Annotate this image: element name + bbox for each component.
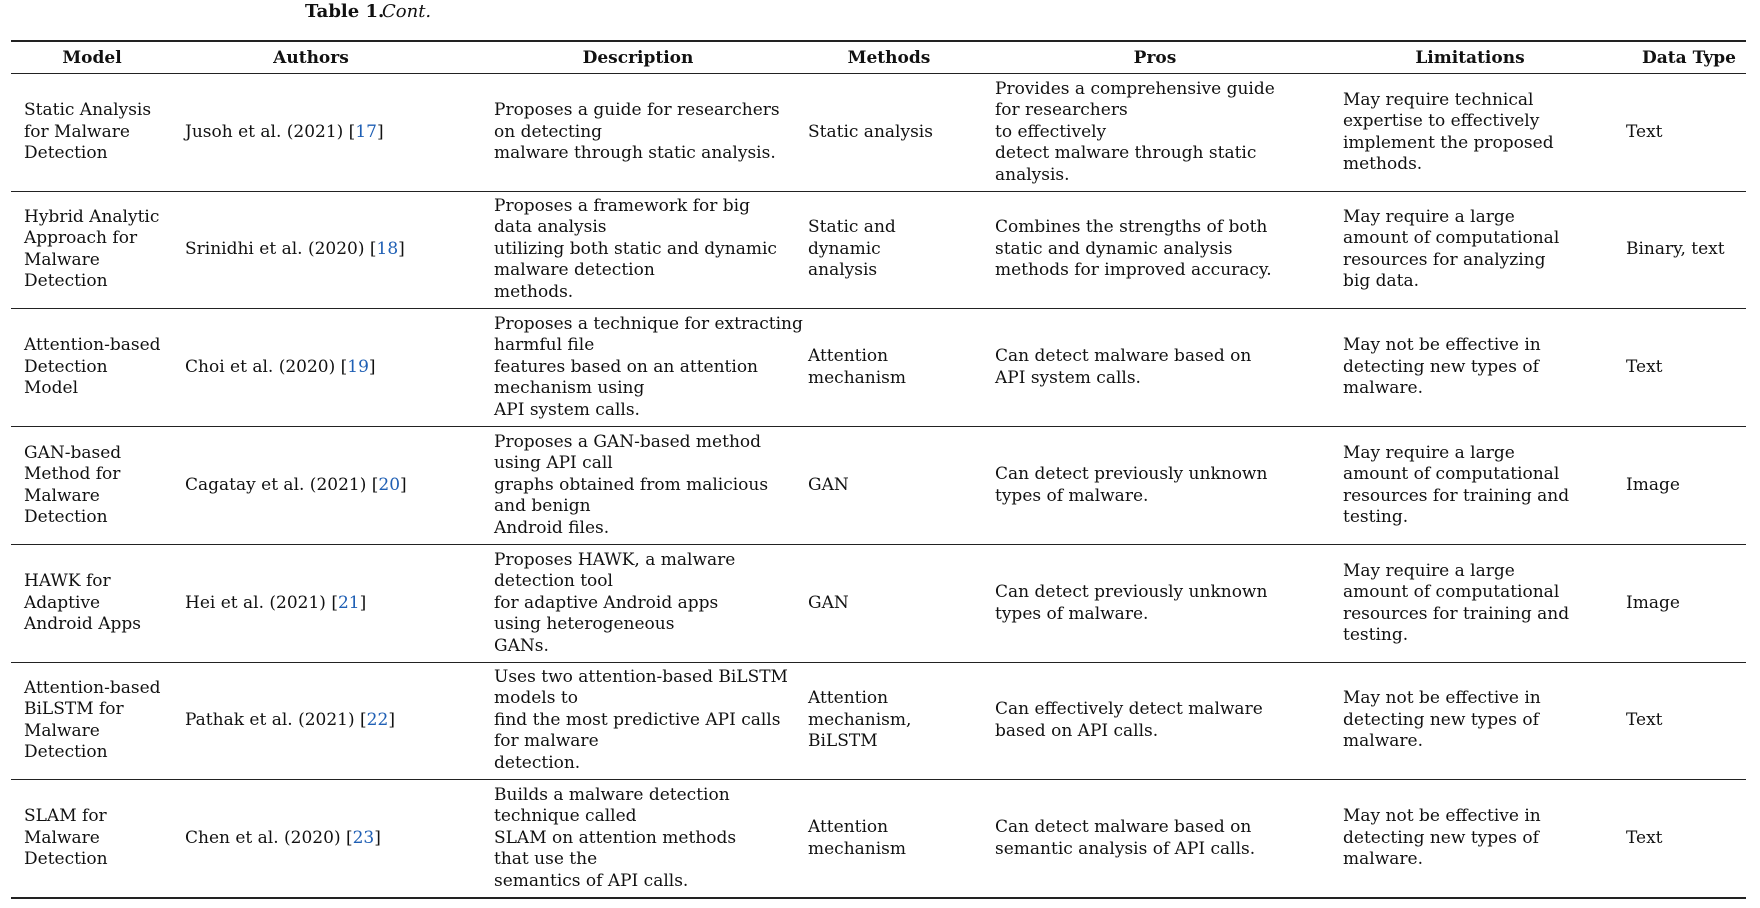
data-type-cell (1626, 191, 1725, 308)
model-line: Detection (24, 849, 108, 870)
model-cell (24, 309, 161, 426)
description-line: API system calls. (494, 399, 640, 420)
citation-link[interactable]: 19 (347, 356, 369, 377)
methods-line: Attention (808, 346, 889, 366)
model-line: Detection (24, 143, 108, 164)
column-header: Model (62, 48, 122, 68)
pros-line: for researchers (995, 100, 1128, 121)
description-line: semantics of API calls. (494, 870, 689, 891)
description-cell (494, 545, 735, 662)
data-type-text: Image (1626, 592, 1680, 613)
model-line: SLAM for (24, 806, 107, 827)
citation-link[interactable]: 21 (337, 592, 360, 613)
citation-bracket: ] (376, 121, 384, 142)
data-type-cell (1626, 74, 1663, 191)
methods-line: analysis (808, 260, 878, 281)
pros-cell (995, 309, 1251, 426)
pros-line: Can detect previously unknown (995, 464, 1268, 484)
model-line: Detection (24, 356, 108, 377)
column-header: Description (582, 48, 694, 68)
limitations-line: big data. (1343, 271, 1419, 291)
description-line: using heterogeneous (494, 614, 675, 635)
description-line: Android files. (494, 517, 610, 538)
model-line: BiLSTM for (24, 699, 124, 719)
data-type-cell (1626, 545, 1680, 662)
author-line (185, 475, 407, 497)
methods-line: Static analysis (808, 121, 933, 142)
limitations-line: malware. (1343, 849, 1423, 870)
description-line: Uses two attention-based BiLSTM (494, 666, 788, 687)
limitations-cell (1343, 427, 1569, 544)
pros-line: to effectively (995, 121, 1107, 142)
limitations-line: May not be effective in (1343, 335, 1541, 356)
pros-cell (995, 74, 1275, 191)
data-type-cell (1626, 427, 1680, 544)
pros-cell (995, 662, 1263, 779)
methods-line: GAN (808, 592, 849, 613)
description-cell (494, 74, 780, 191)
model-cell (24, 427, 121, 544)
pros-cell (995, 191, 1272, 308)
description-line: graphs obtained from malicious (494, 474, 769, 495)
pros-line: detect malware through static (995, 143, 1257, 164)
model-line: Detection (24, 271, 108, 291)
description-line: mechanism using (494, 378, 645, 399)
limitations-cell (1343, 662, 1541, 779)
table-caption-label: Table 1. (305, 1, 385, 22)
methods-cell (808, 191, 896, 308)
description-line: Builds a malware detection (494, 784, 730, 805)
citation-link[interactable]: 22 (366, 709, 389, 730)
citation-bracket: ] (374, 827, 381, 848)
model-line: Detection (24, 742, 108, 762)
methods-line: GAN (808, 474, 849, 495)
authors-cell (185, 662, 395, 779)
description-line: and benign (494, 496, 591, 517)
pros-line: methods for improved accuracy. (995, 260, 1272, 281)
citation-bracket: ] (359, 592, 367, 613)
methods-cell (808, 780, 906, 897)
description-line: SLAM on attention methods (494, 827, 737, 848)
methods-cell (808, 662, 911, 779)
limitations-line: May not be effective in (1343, 688, 1541, 709)
limitations-line: May not be effective in (1343, 806, 1541, 827)
limitations-cell (1343, 74, 1554, 191)
description-line: detection tool (494, 571, 613, 592)
description-line: for adaptive Android apps (494, 592, 719, 613)
data-type-text: Text (1626, 827, 1663, 848)
description-cell (494, 662, 788, 779)
author-text: Choi et al. (2020) [ (185, 356, 348, 377)
author-text: Hei et al. (2021) [ (185, 592, 338, 613)
citation-link[interactable]: 18 (376, 238, 399, 259)
limitations-line: May require a large (1343, 560, 1515, 581)
limitations-line: detecting new types of (1343, 709, 1539, 730)
description-line: on detecting (494, 121, 603, 142)
author-text: Jusoh et al. (2021) [ (185, 121, 356, 142)
limitations-line: May require technical (1343, 89, 1534, 110)
column-header: Limitations (1415, 48, 1525, 68)
methods-line: Attention (808, 688, 889, 709)
methods-line: Attention (808, 817, 889, 837)
description-line: detection. (494, 752, 581, 773)
citation-link[interactable]: 23 (352, 827, 375, 848)
model-line: GAN-based (24, 442, 122, 463)
limitations-line: implement the proposed (1343, 132, 1554, 153)
pros-line: Can effectively detect malware (995, 699, 1263, 719)
description-line: using API call (494, 453, 613, 474)
data-type-text: Image (1626, 474, 1680, 495)
data-type-cell (1626, 662, 1663, 779)
limitations-cell (1343, 191, 1559, 308)
limitations-cell (1343, 309, 1541, 426)
data-type-text: Text (1626, 709, 1663, 730)
citation-link[interactable]: 20 (378, 474, 401, 495)
model-cell (24, 662, 161, 779)
methods-cell (808, 427, 849, 544)
model-line: Model (24, 378, 79, 399)
author-line (185, 593, 366, 615)
methods-line: dynamic (808, 238, 881, 259)
description-line: for malware (494, 731, 599, 752)
limitations-cell (1343, 780, 1541, 897)
citation-bracket: ] (398, 238, 405, 259)
description-line: that use the (494, 849, 598, 870)
pros-line: types of malware. (995, 485, 1149, 506)
pros-cell (995, 780, 1255, 897)
authors-cell (185, 309, 376, 426)
limitations-line: resources for analyzing (1343, 249, 1546, 270)
limitations-line: detecting new types of (1343, 827, 1539, 848)
description-line: harmful file (494, 335, 595, 356)
model-line: Malware (24, 720, 100, 741)
pros-line: Can detect malware based on (995, 346, 1252, 366)
methods-line: mechanism, (808, 709, 912, 730)
description-line: Proposes a guide for researchers (494, 100, 780, 121)
model-line: Malware (24, 249, 100, 270)
column-header: Methods (847, 48, 931, 68)
model-cell (24, 780, 108, 897)
authors-cell (185, 545, 366, 662)
data-type-text: Text (1626, 356, 1663, 377)
description-line: data analysis (494, 217, 607, 238)
description-cell (494, 309, 803, 426)
author-line (185, 357, 376, 379)
table-bottom-rule (11, 897, 1746, 899)
model-line: Detection (24, 507, 108, 527)
methods-cell (808, 545, 849, 662)
model-line: Adaptive (24, 592, 101, 613)
description-line: GANs. (494, 635, 549, 656)
authors-cell (185, 191, 405, 308)
description-line: malware through static analysis. (494, 143, 776, 164)
model-line: Malware (24, 485, 100, 506)
authors-cell (185, 427, 407, 544)
table-caption-text: Cont. (382, 1, 432, 22)
pros-line: analysis. (995, 164, 1070, 185)
model-line: for Malware (24, 121, 130, 142)
pros-line: Can detect malware based on (995, 817, 1252, 837)
limitations-line: amount of computational (1343, 464, 1560, 484)
limitations-line: May require a large (1343, 206, 1515, 227)
methods-line: mechanism (808, 838, 907, 859)
authors-cell (185, 780, 381, 897)
description-line: features based on an attention (494, 356, 759, 377)
model-line: Attention-based (24, 335, 161, 356)
description-line: models to (494, 688, 578, 709)
author-line (185, 122, 384, 144)
pros-line: static and dynamic analysis (995, 238, 1233, 259)
author-text: Chen et al. (2020) [ (185, 827, 353, 848)
methods-cell (808, 309, 906, 426)
citation-bracket: ] (400, 474, 407, 495)
data-type-cell (1626, 309, 1663, 426)
model-cell (24, 191, 159, 308)
pros-cell (995, 545, 1267, 662)
description-cell (494, 427, 768, 544)
description-line: utilizing both static and dynamic (494, 238, 777, 259)
description-line: Proposes a technique for extracting (494, 313, 803, 334)
description-line: Proposes HAWK, a malware (494, 549, 736, 570)
description-cell (494, 780, 736, 897)
author-line (185, 710, 395, 732)
column-header: Pros (1133, 48, 1177, 68)
author-line (185, 828, 381, 850)
model-line: Approach for (24, 228, 138, 248)
data-type-text: Binary, text (1626, 238, 1725, 259)
author-text: Pathak et al. (2021) [ (185, 709, 367, 730)
pros-line: Can detect previously unknown (995, 582, 1268, 602)
column-header: Data Type (1642, 48, 1736, 68)
description-line: Proposes a framework for big (494, 195, 750, 216)
model-line: Attention-based (24, 677, 161, 698)
limitations-cell (1343, 545, 1569, 662)
model-cell (24, 545, 141, 662)
description-line: malware detection (494, 260, 655, 281)
description-line: Proposes a GAN-based method (494, 431, 762, 452)
model-line: HAWK for (24, 571, 111, 592)
description-cell (494, 191, 777, 308)
model-line: Malware (24, 827, 100, 848)
description-line: find the most predictive API calls (494, 709, 781, 730)
table-top-rule (11, 40, 1746, 42)
model-line: Android Apps (24, 614, 141, 635)
author-text: Cagatay et al. (2021) [ (185, 474, 379, 495)
pros-line: Provides a comprehensive guide (995, 78, 1275, 99)
methods-cell (808, 74, 933, 191)
model-cell (24, 74, 151, 191)
model-line: Method for (24, 464, 121, 484)
limitations-line: resources for training and (1343, 603, 1570, 624)
limitations-line: malware. (1343, 731, 1423, 752)
limitations-line: testing. (1343, 625, 1409, 645)
limitations-line: resources for training and (1343, 485, 1570, 506)
limitations-line: testing. (1343, 507, 1409, 527)
limitations-line: amount of computational (1343, 582, 1560, 602)
citation-link[interactable]: 17 (355, 121, 377, 142)
pros-line: based on API calls. (995, 720, 1159, 741)
pros-cell (995, 427, 1267, 544)
data-type-cell (1626, 780, 1663, 897)
methods-line: BiLSTM (808, 731, 878, 752)
pros-line: API system calls. (995, 367, 1141, 388)
limitations-line: expertise to effectively (1343, 111, 1540, 131)
column-header: Authors (273, 48, 349, 68)
methods-line: Static and (808, 217, 896, 238)
limitations-line: detecting new types of (1343, 356, 1539, 377)
limitations-line: malware. (1343, 378, 1423, 399)
limitations-line: amount of computational (1343, 228, 1560, 248)
pros-line: types of malware. (995, 603, 1149, 624)
author-line (185, 239, 405, 261)
description-line: methods. (494, 281, 574, 302)
description-line: technique called (494, 806, 637, 827)
model-line: Hybrid Analytic (24, 206, 160, 227)
limitations-line: methods. (1343, 154, 1423, 174)
authors-cell (185, 74, 384, 191)
pros-line: Combines the strengths of both (995, 217, 1268, 238)
data-type-text: Text (1626, 121, 1663, 142)
pros-line: semantic analysis of API calls. (995, 838, 1256, 859)
methods-line: mechanism (808, 367, 907, 388)
limitations-line: May require a large (1343, 442, 1515, 463)
citation-bracket: ] (368, 356, 376, 377)
author-text: Srinidhi et al. (2020) [ (185, 238, 377, 259)
citation-bracket: ] (388, 709, 395, 730)
model-line: Static Analysis (24, 100, 152, 121)
